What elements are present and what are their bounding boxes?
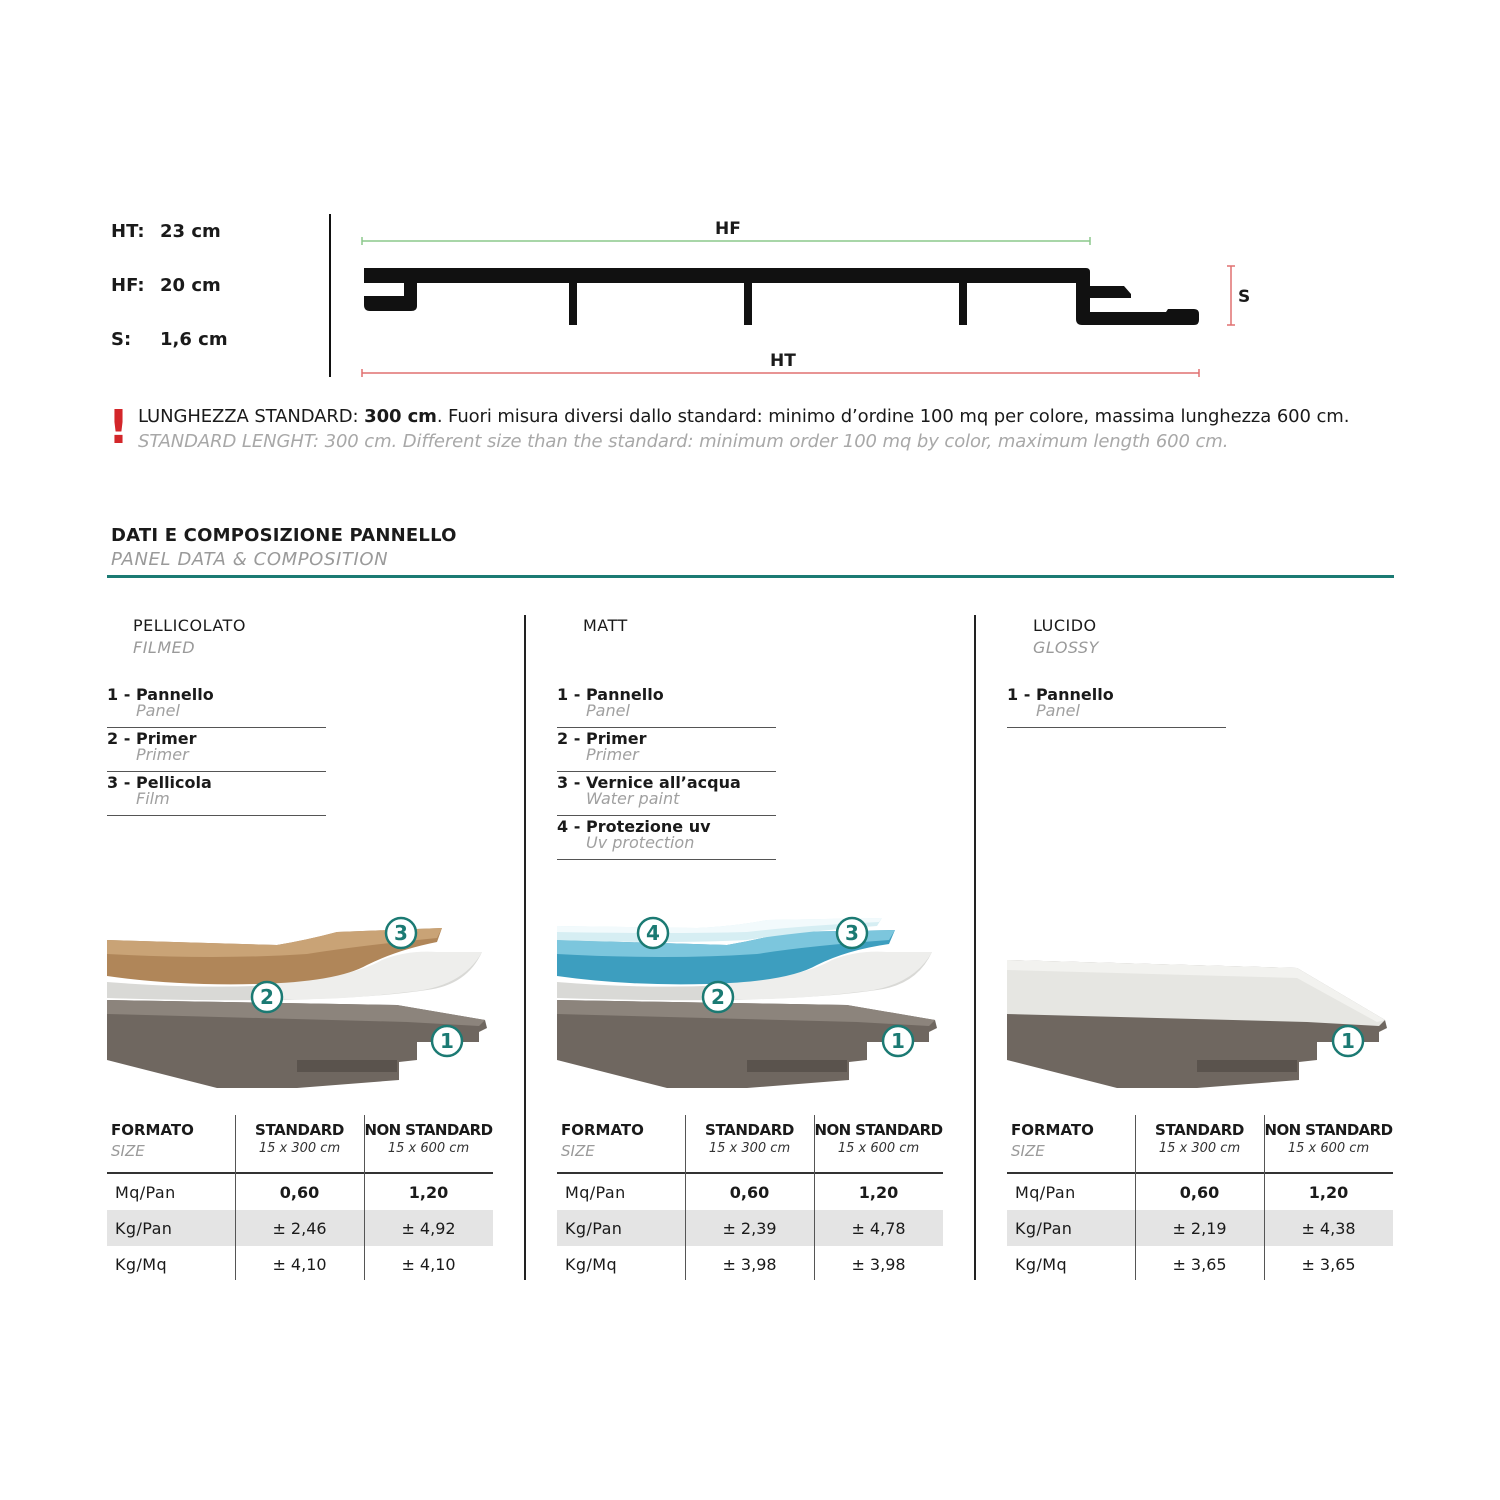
s-dimension-line <box>1227 266 1235 325</box>
row-label: Mq/Pan <box>565 1183 626 1202</box>
spec-divider <box>329 214 331 377</box>
cell-standard: 0,60 <box>729 1183 770 1202</box>
ht-label: HT <box>770 351 796 371</box>
hf-label: HF <box>715 219 741 239</box>
badge-number: 1 <box>1341 1029 1355 1053</box>
table-column-line <box>364 1115 365 1280</box>
table-header <box>107 1115 493 1174</box>
layer-name-en: Uv protection <box>586 833 695 852</box>
standard-length-note <box>138 406 1349 427</box>
cell-non-standard: 1,20 <box>408 1183 449 1202</box>
cell-standard: ± 3,65 <box>1172 1255 1227 1274</box>
cell-standard: ± 4,10 <box>272 1255 327 1274</box>
cell-standard: 0,60 <box>1179 1183 1220 1202</box>
layer-name: Protezione uv <box>586 817 711 836</box>
header-non-standard-dim: 15 x 600 cm <box>837 1141 920 1156</box>
header-size: FORMATO <box>561 1121 644 1139</box>
column-divider <box>524 615 526 1280</box>
layer-name-en: Primer <box>136 745 189 764</box>
layer-badges <box>557 600 957 1120</box>
column-subtitle: FILMED <box>133 638 196 657</box>
layer-name-en: Film <box>136 789 170 808</box>
layer-number: 3 - <box>107 773 131 792</box>
cell-non-standard: ± 4,78 <box>851 1219 906 1238</box>
panel-data-table <box>557 1115 943 1282</box>
layer-name: Vernice all’acqua <box>586 773 741 792</box>
badge-number: 3 <box>394 921 408 945</box>
header-size-en: SIZE <box>111 1142 145 1160</box>
header-non-standard: NON STANDARD <box>1264 1121 1393 1139</box>
layer-number: 1 - <box>557 685 581 704</box>
header-standard: STANDARD <box>705 1121 794 1139</box>
cell-standard: 0,60 <box>279 1183 320 1202</box>
column-glossy <box>1007 600 1407 1290</box>
layer-name-en: Water paint <box>586 789 680 808</box>
table-column-line <box>685 1115 686 1280</box>
table-header <box>1007 1115 1393 1174</box>
row-label: Kg/Mq <box>115 1255 167 1274</box>
row-label: Mq/Pan <box>1015 1183 1076 1202</box>
panel-data-table <box>107 1115 493 1282</box>
column-title: PELLICOLATO <box>133 616 246 635</box>
cell-non-standard: 1,20 <box>858 1183 899 1202</box>
layer-name: Pannello <box>136 685 214 704</box>
badge-number: 2 <box>711 985 725 1009</box>
header-size: FORMATO <box>111 1121 194 1139</box>
table-row <box>107 1174 493 1210</box>
header-size-en: SIZE <box>561 1142 595 1160</box>
table-row <box>557 1210 943 1246</box>
cell-non-standard: ± 3,98 <box>851 1255 906 1274</box>
header-size: FORMATO <box>1011 1121 1094 1139</box>
cell-standard: ± 2,46 <box>272 1219 327 1238</box>
header-non-standard: NON STANDARD <box>814 1121 943 1139</box>
layer-number: 2 - <box>107 729 131 748</box>
cell-standard: ± 2,19 <box>1172 1219 1227 1238</box>
row-label: Kg/Mq <box>565 1255 617 1274</box>
layer-name: Pellicola <box>136 773 212 792</box>
header-standard-dim: 15 x 300 cm <box>708 1141 791 1156</box>
cell-standard: ± 2,39 <box>722 1219 777 1238</box>
section-rule <box>107 575 1394 578</box>
spec-label-s: S: <box>111 329 132 350</box>
table-row <box>1007 1174 1393 1210</box>
spec-label-ht: HT: <box>111 221 145 242</box>
s-label: S <box>1238 287 1251 307</box>
panel-data-table <box>1007 1115 1393 1282</box>
spec-value-hf: 20 cm <box>160 275 221 296</box>
profile-shape <box>364 268 1199 325</box>
table-row <box>1007 1246 1393 1282</box>
column-matt <box>557 600 957 1290</box>
badge-number: 1 <box>440 1029 454 1053</box>
cell-non-standard: ± 4,92 <box>401 1219 456 1238</box>
table-row <box>1007 1210 1393 1246</box>
column-filmed <box>107 600 507 1290</box>
row-label: Kg/Pan <box>1015 1219 1073 1238</box>
note-bold-length: 300 cm <box>364 406 437 427</box>
badge-number: 3 <box>845 921 859 945</box>
warning-icon: ! <box>108 400 129 454</box>
cell-non-standard: ± 4,38 <box>1301 1219 1356 1238</box>
table-row <box>557 1174 943 1210</box>
column-title: MATT <box>583 616 628 635</box>
header-standard-dim: 15 x 300 cm <box>1158 1141 1241 1156</box>
layer-name: Primer <box>136 729 197 748</box>
row-label: Kg/Mq <box>1015 1255 1067 1274</box>
cell-non-standard: ± 3,65 <box>1301 1255 1356 1274</box>
badge-number: 4 <box>646 921 660 945</box>
table-header <box>557 1115 943 1174</box>
layer-name: Pannello <box>1036 685 1114 704</box>
layer-name: Pannello <box>586 685 664 704</box>
note-prefix: LUNGHEZZA STANDARD: <box>138 406 365 427</box>
layer-number: 3 - <box>557 773 581 792</box>
row-label: Kg/Pan <box>565 1219 623 1238</box>
header-standard-dim: 15 x 300 cm <box>258 1141 341 1156</box>
header-standard: STANDARD <box>1155 1121 1244 1139</box>
table-row <box>107 1246 493 1282</box>
header-standard: STANDARD <box>255 1121 344 1139</box>
layer-name-en: Panel <box>136 701 180 720</box>
header-non-standard-dim: 15 x 600 cm <box>387 1141 470 1156</box>
section-title: DATI E COMPOSIZIONE PANNELLO <box>111 525 457 546</box>
layer-number: 1 - <box>107 685 131 704</box>
layer-badges <box>1007 600 1407 1120</box>
column-divider <box>974 615 976 1280</box>
section-subtitle: PANEL DATA & COMPOSITION <box>111 549 389 570</box>
column-title: LUCIDO <box>1033 616 1097 635</box>
spec-label-hf: HF: <box>111 275 145 296</box>
profile-drawing <box>340 210 1270 385</box>
table-column-line <box>1264 1115 1265 1280</box>
badge-number: 1 <box>891 1029 905 1053</box>
note-suffix: . Fuori misura diversi dallo standard: minimo d’ordine 100 mq per colore, massima lunghezza 600 cm. <box>436 406 1350 427</box>
layer-name: Primer <box>586 729 647 748</box>
layer-name-en: Panel <box>1036 701 1080 720</box>
row-label: Mq/Pan <box>115 1183 176 1202</box>
cell-standard: ± 3,98 <box>722 1255 777 1274</box>
layer-badges <box>107 600 507 1120</box>
cell-non-standard: 1,20 <box>1308 1183 1349 1202</box>
layer-number: 1 - <box>1007 685 1031 704</box>
standard-length-note-en: STANDARD LENGHT: 300 cm. Different size than the standard: minimum order 100 mq by color, maximum length 600 cm. <box>138 431 1229 452</box>
layer-name-en: Primer <box>586 745 639 764</box>
table-column-line <box>814 1115 815 1280</box>
header-non-standard-dim: 15 x 600 cm <box>1287 1141 1370 1156</box>
spec-value-s: 1,6 cm <box>160 329 228 350</box>
table-row <box>557 1246 943 1282</box>
spec-value-ht: 23 cm <box>160 221 221 242</box>
table-column-line <box>235 1115 236 1280</box>
badge-number: 2 <box>260 985 274 1009</box>
table-row <box>107 1210 493 1246</box>
layer-number: 2 - <box>557 729 581 748</box>
header-size-en: SIZE <box>1011 1142 1045 1160</box>
row-label: Kg/Pan <box>115 1219 173 1238</box>
layer-name-en: Panel <box>586 701 630 720</box>
table-column-line <box>1135 1115 1136 1280</box>
layer-number: 4 - <box>557 817 581 836</box>
cell-non-standard: ± 4,10 <box>401 1255 456 1274</box>
header-non-standard: NON STANDARD <box>364 1121 493 1139</box>
column-subtitle: GLOSSY <box>1033 638 1099 657</box>
